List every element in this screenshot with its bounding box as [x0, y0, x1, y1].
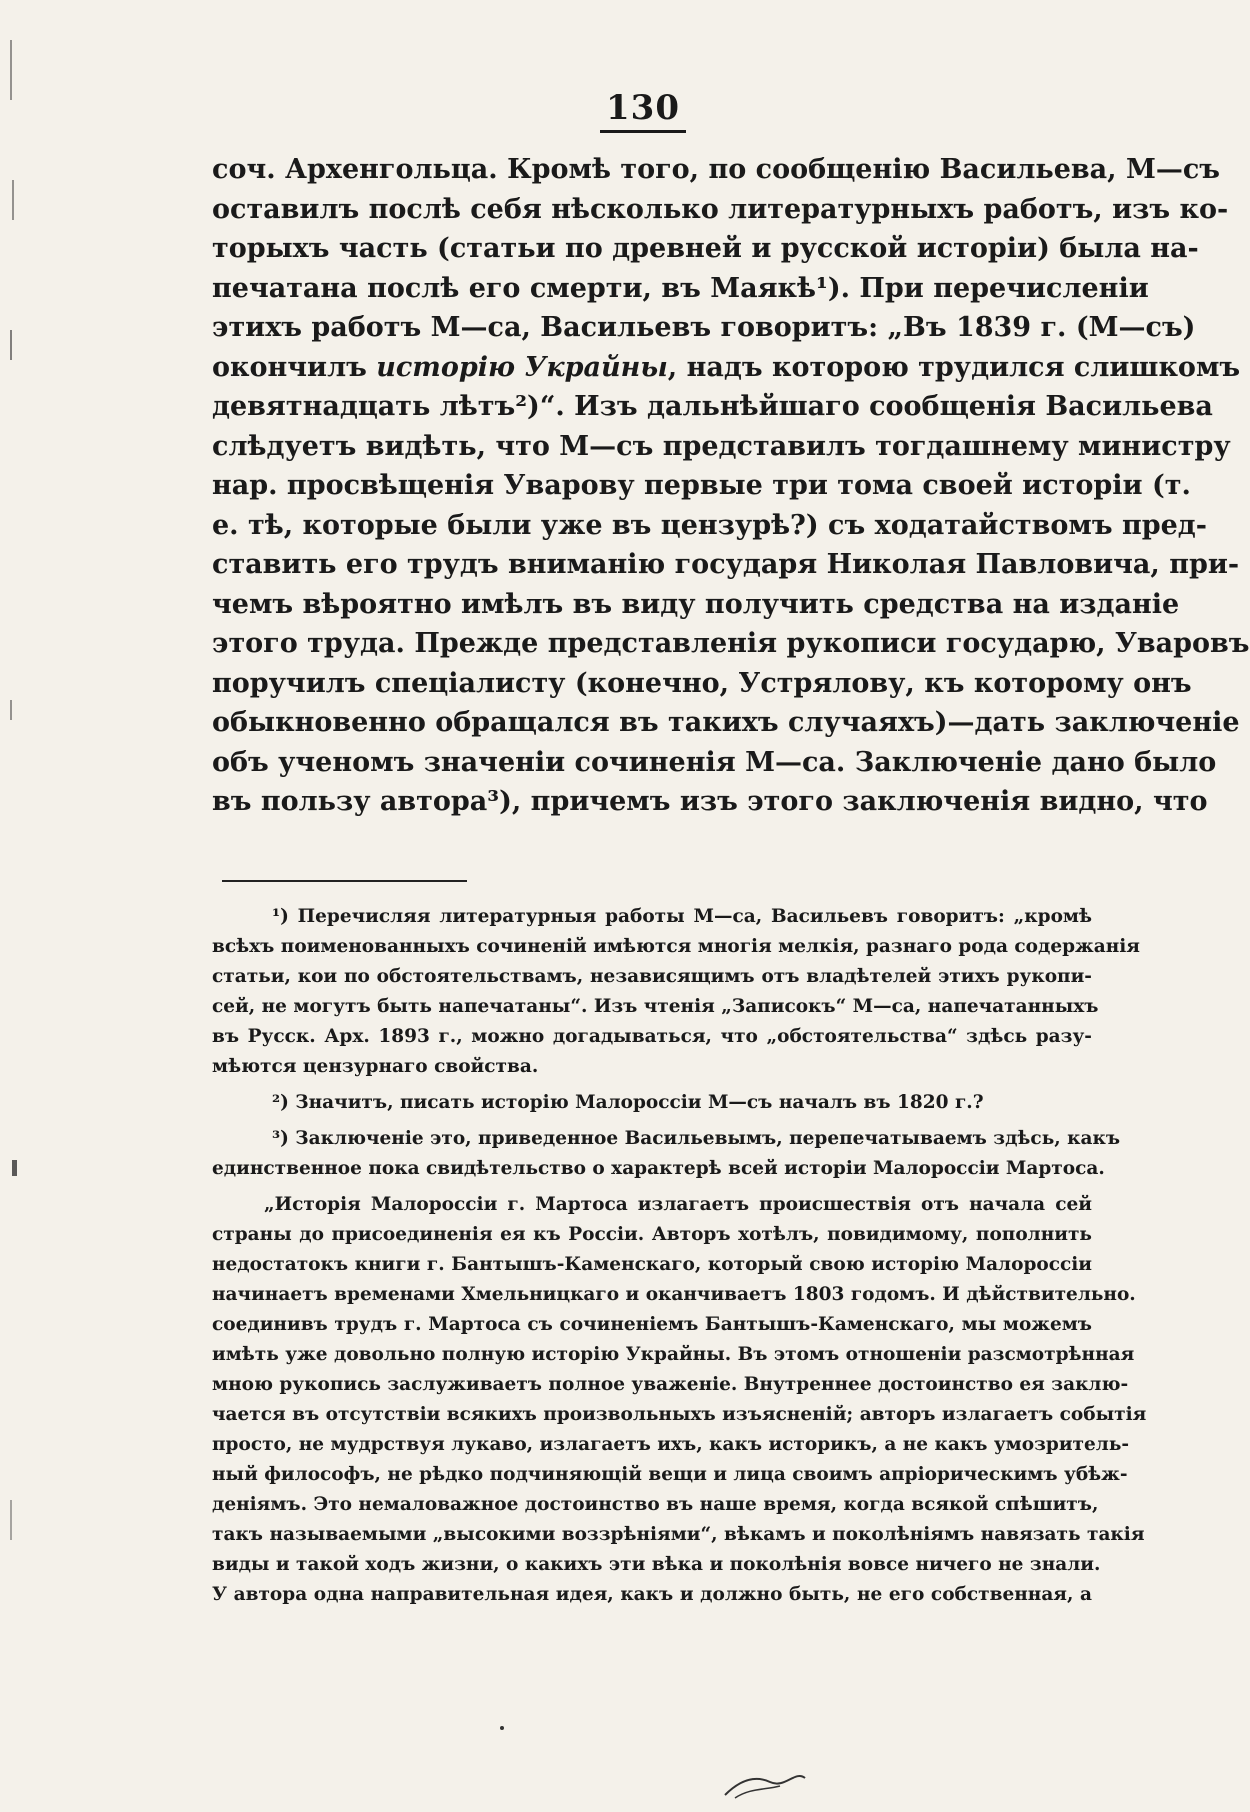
- footnote-3: [212, 1124, 1121, 1184]
- text-line: соч. Архенгольца. Кромѣ того, по сообщенію Васильева, М—съ: [212, 154, 1221, 185]
- quote-line: начинаетъ временами Хмельницкаго и оканчиваетъ 1803 годомъ. И дѣйствительно.: [212, 1284, 1136, 1305]
- margin-speck: [12, 1160, 17, 1176]
- pen-scribble-mark: [720, 1760, 810, 1800]
- quote-line: просто, не мудрствуя лукаво, излагаетъ ихъ, какъ историкъ, а не какъ умозритель-: [212, 1434, 1130, 1455]
- footnote-1: [212, 902, 1140, 1082]
- text-line: торыхъ часть (статьи по древней и русской исторіи) была на-: [212, 233, 1199, 264]
- text-line: ставить его трудъ вниманію государя Николая Павловича, при-: [212, 549, 1240, 580]
- italic-title: исторію Украйны: [376, 351, 668, 383]
- text-line: печатана послѣ его смерти, въ Маякѣ¹). При перечисленіи: [212, 272, 1149, 304]
- text-line: этого труда. Прежде представленія рукописи государю, Уваровъ: [212, 628, 1250, 659]
- quote-line: ный философъ, не рѣдко подчиняющій вещи и лица своимъ апріорическимъ убѣж-: [212, 1464, 1128, 1485]
- text-line: оставилъ послѣ себя нѣсколько литературныхъ работъ, изъ ко-: [212, 193, 1229, 225]
- text-line: чемъ вѣроятно имѣлъ въ виду получить средства на изданіе: [212, 588, 1180, 620]
- main-text-body: [212, 150, 1250, 822]
- text-line: объ ученомъ значеніи сочиненія М—са. Заключеніе дано было: [212, 746, 1217, 778]
- footnotes-section: [212, 902, 1147, 1616]
- footnote-quotation: [212, 1190, 1147, 1610]
- text-line: окончилъ исторію Украйны, надъ которою трудился слишкомъ: [212, 351, 1241, 383]
- footnote-separator-rule: [222, 880, 467, 882]
- quote-line: такъ называемыми „высокими воззрѣніями“, вѣкамъ и поколѣніямъ навязать такія: [212, 1524, 1145, 1545]
- page-number: 130: [600, 88, 686, 133]
- footnote-line: статьи, кои по обстоятельствамъ, независящимъ отъ владѣтелей этихъ рукопи-: [212, 966, 1092, 987]
- quote-line: виды и такой ходъ жизни, о какихъ эти вѣка и поколѣнія вовсе ничего не знали.: [212, 1554, 1101, 1575]
- quote-line: „Исторія Малороссіи г. Мартоса излагаетъ происшествія отъ начала сей: [264, 1194, 1092, 1215]
- text-line: нар. просвѣщенія Уварову первые три тома своей исторіи (т.: [212, 470, 1191, 501]
- text-line: въ пользу автора³), причемъ изъ этого заключенія видно, что: [212, 786, 1208, 817]
- footnote-line: ¹) Перечисляя литературныя работы М—са, Васильевъ говоритъ: „кромѣ: [272, 906, 1092, 927]
- quote-line: имѣть уже довольно полную исторію Украйны. Въ этомъ отношеніи разсмотрѣнная: [212, 1344, 1135, 1365]
- margin-speck: [10, 700, 12, 720]
- footnote-line: всѣхъ поименованныхъ сочиненій имѣются многія мелкія, разнаго рода содержанія: [212, 936, 1140, 957]
- footnote-line: ²) Значитъ, писать исторію Малороссіи М—съ началъ въ 1820 г.?: [272, 1092, 984, 1113]
- text-line: поручилъ спеціалисту (конечно, Устрялову, къ которому онъ: [212, 667, 1192, 699]
- text-line: е. тѣ, которые были уже въ цензурѣ?) съ ходатайствомъ пред-: [212, 509, 1207, 541]
- margin-speck: [10, 1500, 12, 1540]
- page-dot: [500, 1726, 504, 1730]
- quote-line: деніямъ. Это немаловажное достоинство въ наше время, когда всякой спѣшитъ,: [212, 1494, 1099, 1515]
- quote-line: страны до присоединенія ея къ Россіи. Авторъ хотѣлъ, повидимому, пополнить: [212, 1224, 1092, 1245]
- quote-line: соединивъ трудъ г. Мартоса съ сочиненіемъ Бантышъ-Каменскаго, мы можемъ: [212, 1314, 1092, 1335]
- footnote-2: [212, 1088, 1092, 1118]
- footnote-line: единственное пока свидѣтельство о характерѣ всей исторіи Малороссіи Мартоса.: [212, 1158, 1105, 1179]
- text-line: обыкновенно обращался въ такихъ случаяхъ)—дать заключеніе: [212, 707, 1240, 738]
- quote-line: мною рукопись заслуживаетъ полное уваженіе. Внутреннее достоинство ея заклю-: [212, 1374, 1129, 1395]
- margin-speck: [10, 330, 12, 360]
- text-line: слѣдуетъ видѣть, что М—съ представилъ тогдашнему министру: [212, 430, 1231, 462]
- text-line: этихъ работъ М—са, Васильевъ говоритъ: „Въ 1839 г. (М—съ): [212, 312, 1196, 343]
- margin-speck: [10, 40, 12, 100]
- margin-speck: [12, 180, 14, 220]
- quote-line: чается въ отсутствіи всякихъ произвольныхъ изъясненій; авторъ излагаетъ событія: [212, 1404, 1147, 1425]
- text-line: девятнадцать лѣтъ²)“. Изъ дальнѣйшаго сообщенія Васильева: [212, 391, 1213, 422]
- footnote-line: ³) Заключеніе это, приведенное Васильевымъ, перепечатываемъ здѣсь, какъ: [272, 1128, 1121, 1149]
- footnote-line: въ Русск. Арх. 1893 г., можно догадываться, что „обстоятельства“ здѣсь разу-: [212, 1026, 1092, 1047]
- footnote-line: сей, не могутъ быть напечатаны“. Изъ чтенія „Записокъ“ М—са, напечатанныхъ: [212, 996, 1099, 1017]
- footnote-line: мѣются цензурнаго свойства.: [212, 1056, 539, 1077]
- quote-line: недостатокъ книги г. Бантышъ-Каменскаго, который свою исторію Малороссіи: [212, 1254, 1092, 1275]
- quote-line: У автора одна направительная идея, какъ и должно быть, не его собственная, а: [212, 1584, 1092, 1605]
